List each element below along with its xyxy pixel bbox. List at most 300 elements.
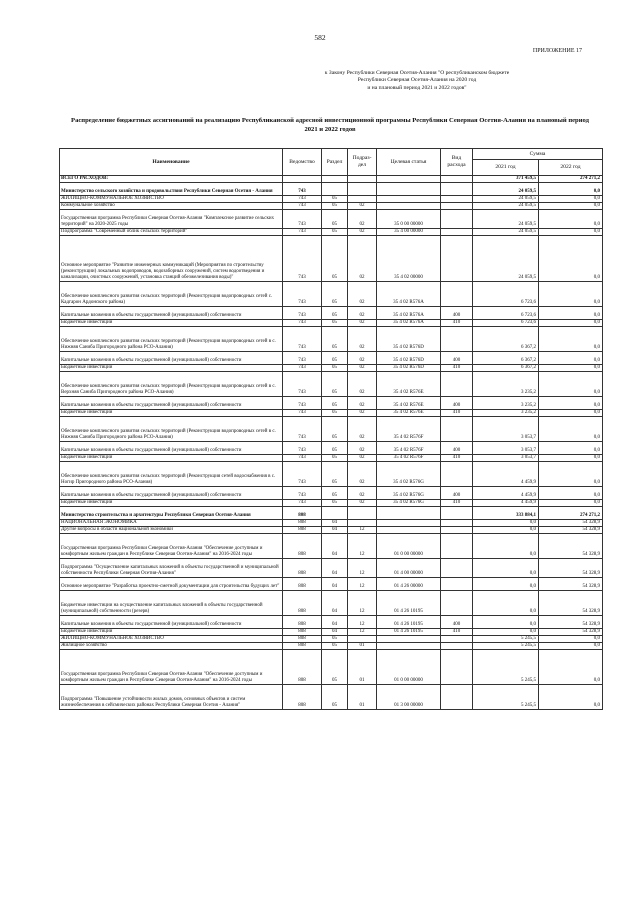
- table-row: [60, 176, 603, 183]
- cell-target: 35 4 02 R576E: [377, 397, 441, 410]
- cell-target: [377, 176, 441, 183]
- cell-type: [441, 685, 473, 710]
- cell-target: 35 4 02 R576F: [377, 455, 441, 462]
- cell-2022: 54 328,9: [539, 534, 603, 559]
- table-row: [60, 372, 603, 397]
- cell-dept: 743: [283, 442, 322, 455]
- cell-name: Бюджетные инвестиции на осуществление капитальных вложений в объекты государственной (муниципальной) собственности (резерв): [60, 591, 283, 616]
- cell-section: [322, 176, 348, 183]
- cell-section: 05: [322, 397, 348, 410]
- cell-2021: 333 884,1: [473, 507, 539, 520]
- cell-subsection: 12: [348, 591, 377, 616]
- cell-name: Бюджетные инвестиции: [60, 365, 283, 372]
- cell-dept: 743: [283, 327, 322, 352]
- cell-section: 05: [322, 417, 348, 442]
- cell-2021: 5 245,5: [473, 650, 539, 685]
- cell-dept: 743: [283, 352, 322, 365]
- cell-dept: 808: [283, 643, 322, 650]
- cell-target: 35 4 02 R576G: [377, 462, 441, 487]
- cell-dept: 743: [283, 183, 322, 196]
- cell-dept: 743: [283, 320, 322, 327]
- cell-target: 35 0 00 00000: [377, 210, 441, 229]
- cell-2022: 0,0: [539, 203, 603, 210]
- cell-2022: 0,0: [539, 282, 603, 307]
- table-row: [60, 636, 603, 643]
- cell-type: [441, 527, 473, 534]
- cell-target: 35 4 02 R576F: [377, 417, 441, 442]
- table-row: [60, 455, 603, 462]
- cell-type: [441, 417, 473, 442]
- cell-name: Обеспечение комплексного развития сельских территорий (Реконструкция водопроводных сетей в с. Нижняя Саниба Пригородного района РСО-Алания): [60, 327, 283, 352]
- cell-2022: 274 271,2: [539, 176, 603, 183]
- table-row: [60, 629, 603, 636]
- cell-name: Бюджетные инвестиции: [60, 320, 283, 327]
- cell-2021: 6 367,2: [473, 365, 539, 372]
- cell-section: 04: [322, 534, 348, 559]
- table-row: [60, 307, 603, 320]
- document-title: Распределение бюджетных ассигнований на реализацию Республиканской адресной инвестиционной программы Республики Северная Осетия-Алания на плановый период 2021 и 2022 годов: [71, 117, 589, 133]
- cell-2022: 0,0: [539, 372, 603, 397]
- cell-2022: 54 328,9: [539, 559, 603, 578]
- cell-2022: 0,0: [539, 307, 603, 320]
- cell-name: Капитальные вложения в объекты государственной (муниципальной) собственности: [60, 397, 283, 410]
- cell-section: 05: [322, 210, 348, 229]
- cell-2021: 0,0: [473, 591, 539, 616]
- table-row: [60, 417, 603, 442]
- cell-2022: 0,0: [539, 417, 603, 442]
- cell-2022: 0,0: [539, 365, 603, 372]
- cell-2021: 0,0: [473, 616, 539, 629]
- cell-section: 05: [322, 487, 348, 500]
- table-row: [60, 507, 603, 520]
- cell-subsection: 02: [348, 500, 377, 507]
- cell-2021: 5 245,5: [473, 636, 539, 643]
- cell-2021: 24 059,5: [473, 210, 539, 229]
- cell-dept: 808: [283, 685, 322, 710]
- cell-name: Бюджетные инвестиции: [60, 629, 283, 636]
- cell-target: [377, 643, 441, 650]
- cell-2021: 24 059,5: [473, 236, 539, 282]
- cell-name: Обеспечение комплексного развития сельских территорий (Реконструкция сетей водоснабжения в с. Ногир Пригородного района РСО-Алания): [60, 462, 283, 487]
- cell-type: 400: [441, 616, 473, 629]
- table-row: [60, 685, 603, 710]
- cell-target: 35 4 02 R576E: [377, 372, 441, 397]
- header-2022: 2022 год: [539, 160, 603, 176]
- cell-target: 35 4 02 R576D: [377, 352, 441, 365]
- cell-name: Подпрограмма "Повышение устойчивости жилых домов, основных объектов и систем жизнеобеспечения в сейсмических районах Республики Северная Осетия - Алания": [60, 685, 283, 710]
- budget-table-container: [59, 148, 602, 710]
- cell-name: Жилищное хозяйство: [60, 643, 283, 650]
- header-name: Наименование: [60, 149, 283, 176]
- cell-type: [441, 559, 473, 578]
- cell-name: Министерство строительства и архитектуры Республики Северная Осетия-Алания: [60, 507, 283, 520]
- cell-target: 01 4 26 10195: [377, 616, 441, 629]
- cell-type: [441, 578, 473, 591]
- cell-dept: 808: [283, 636, 322, 643]
- cell-subsection: 02: [348, 462, 377, 487]
- cell-target: 35 4 00 00000: [377, 229, 441, 236]
- cell-name: Бюджетные инвестиции: [60, 410, 283, 417]
- cell-2021: 0,0: [473, 520, 539, 527]
- cell-section: 04: [322, 591, 348, 616]
- cell-target: 01 4 26 00000: [377, 578, 441, 591]
- cell-section: 05: [322, 365, 348, 372]
- cell-name: Обеспечение комплексного развития сельских территорий (Реконструкция водопроводных сетей в с. Нижняя Саниба Пригородного района РСО-Алания): [60, 417, 283, 442]
- cell-subsection: [348, 636, 377, 643]
- cell-dept: 808: [283, 527, 322, 534]
- cell-section: 05: [322, 196, 348, 203]
- cell-type: 400: [441, 397, 473, 410]
- cell-type: [441, 636, 473, 643]
- cell-target: 35 4 02 R576G: [377, 500, 441, 507]
- cell-subsection: 02: [348, 487, 377, 500]
- cell-target: 35 4 02 R576F: [377, 442, 441, 455]
- cell-2022: 54 328,9: [539, 527, 603, 534]
- cell-subsection: 12: [348, 534, 377, 559]
- cell-2022: 0,0: [539, 643, 603, 650]
- cell-name: Обеспечение комплексного развития сельских территорий (Реконструкция водопроводных сетей с. Кадгарон Ардонского района): [60, 282, 283, 307]
- cell-name: Подпрограмма "Осуществление капитальных вложений в объекты государственной и муниципальной собственности Республики Северная Осетия-Алания": [60, 559, 283, 578]
- cell-dept: 808: [283, 559, 322, 578]
- cell-target: 01 3 00 00000: [377, 685, 441, 710]
- cell-type: [441, 643, 473, 650]
- cell-2021: 3 235,2: [473, 372, 539, 397]
- cell-section: 04: [322, 559, 348, 578]
- cell-2022: 0,0: [539, 210, 603, 229]
- cell-name: Подпрограмма "Современный облик сельских территорий": [60, 229, 283, 236]
- cell-dept: 743: [283, 196, 322, 203]
- cell-subsection: 12: [348, 527, 377, 534]
- cell-2021: 0,0: [473, 629, 539, 636]
- cell-2021: 6 723,6: [473, 307, 539, 320]
- cell-type: 400: [441, 442, 473, 455]
- table-row: [60, 520, 603, 527]
- header-dept: Ведомство: [283, 149, 322, 176]
- cell-2022: 0,0: [539, 196, 603, 203]
- cell-subsection: 02: [348, 352, 377, 365]
- cell-subsection: 02: [348, 397, 377, 410]
- cell-type: [441, 210, 473, 229]
- cell-dept: 743: [283, 229, 322, 236]
- cell-2021: 6 367,2: [473, 352, 539, 365]
- appendix-label: ПРИЛОЖЕНИЕ 17: [532, 48, 582, 54]
- cell-section: 04: [322, 578, 348, 591]
- cell-subsection: 02: [348, 455, 377, 462]
- cell-subsection: 02: [348, 203, 377, 210]
- cell-section: 05: [322, 685, 348, 710]
- cell-subsection: 02: [348, 307, 377, 320]
- cell-2022: 0,0: [539, 320, 603, 327]
- cell-dept: 743: [283, 455, 322, 462]
- cell-dept: 743: [283, 372, 322, 397]
- table-row: [60, 327, 603, 352]
- cell-name: Бюджетные инвестиции: [60, 455, 283, 462]
- header-type: Вид расхода: [441, 149, 473, 176]
- cell-2022: 54 328,9: [539, 616, 603, 629]
- law-reference-line: Республики Северная Осетия-Алания на 2020 год: [357, 77, 477, 84]
- cell-2021: 0,0: [473, 559, 539, 578]
- cell-section: [322, 183, 348, 196]
- cell-name: ЖИЛИЩНО-КОММУНАЛЬНОЕ ХОЗЯЙСТВО: [60, 636, 283, 643]
- cell-dept: 743: [283, 417, 322, 442]
- cell-target: 35 4 02 R576E: [377, 410, 441, 417]
- cell-section: 05: [322, 203, 348, 210]
- cell-2022: 54 328,9: [539, 629, 603, 636]
- cell-subsection: 12: [348, 559, 377, 578]
- table-row: [60, 229, 603, 236]
- cell-2021: 24 059,5: [473, 203, 539, 210]
- table-row: [60, 643, 603, 650]
- cell-dept: [283, 176, 322, 183]
- cell-section: 04: [322, 527, 348, 534]
- table-row: [60, 442, 603, 455]
- cell-section: 05: [322, 455, 348, 462]
- header-section: Раздел: [322, 149, 348, 176]
- cell-2021: 24 059,5: [473, 229, 539, 236]
- cell-2021: 3 053,7: [473, 455, 539, 462]
- table-row: [60, 203, 603, 210]
- cell-type: 410: [441, 365, 473, 372]
- header-subsection: Подраз-дел: [348, 149, 377, 176]
- header-2021: 2021 год: [473, 160, 539, 176]
- table-row: [60, 410, 603, 417]
- cell-type: 400: [441, 352, 473, 365]
- cell-target: [377, 196, 441, 203]
- cell-section: 05: [322, 462, 348, 487]
- cell-2022: 0,0: [539, 352, 603, 365]
- cell-type: [441, 507, 473, 520]
- cell-subsection: [348, 507, 377, 520]
- cell-dept: 743: [283, 307, 322, 320]
- cell-section: 05: [322, 229, 348, 236]
- cell-subsection: 02: [348, 282, 377, 307]
- table-row: [60, 320, 603, 327]
- table-row: [60, 500, 603, 507]
- cell-name: Капитальные вложения в объекты государственной (муниципальной) собственности: [60, 487, 283, 500]
- cell-2022: 0,0: [539, 183, 603, 196]
- cell-target: 35 4 02 R576A: [377, 282, 441, 307]
- header-sum: Сумма: [473, 149, 603, 160]
- cell-2022: 54 328,9: [539, 520, 603, 527]
- cell-type: [441, 282, 473, 307]
- cell-2021: 3 235,2: [473, 410, 539, 417]
- cell-name: Капитальные вложения в объекты государственной (муниципальной) собственности: [60, 307, 283, 320]
- table-row: [60, 236, 603, 282]
- table-row: [60, 397, 603, 410]
- cell-section: 05: [322, 307, 348, 320]
- cell-target: [377, 636, 441, 643]
- cell-dept: 808: [283, 520, 322, 527]
- cell-type: [441, 534, 473, 559]
- cell-target: [377, 183, 441, 196]
- cell-target: [377, 520, 441, 527]
- law-reference: [252, 70, 582, 92]
- cell-name: Государственная программа Республики Северная Осетия-Алания "Обеспечение доступным и комфортным жильем граждан в Республике Северная Осетия-Алания" на 2016-2024 годы: [60, 650, 283, 685]
- cell-name: Министерство сельского хозяйства и продовольствия Республики Северная Осетия - Алания: [60, 183, 283, 196]
- table-row: [60, 534, 603, 559]
- table-row: [60, 559, 603, 578]
- cell-type: 410: [441, 410, 473, 417]
- table-row: [60, 650, 603, 685]
- cell-2022: 0,0: [539, 397, 603, 410]
- cell-type: [441, 591, 473, 616]
- cell-target: [377, 507, 441, 520]
- cell-2022: 0,0: [539, 650, 603, 685]
- cell-subsection: 12: [348, 578, 377, 591]
- cell-name: Бюджетные инвестиции: [60, 500, 283, 507]
- cell-type: [441, 196, 473, 203]
- cell-subsection: 01: [348, 650, 377, 685]
- cell-name: Основное мероприятие "Развитие инженерных коммуникаций (Мероприятия по строительству (реконструкции) локальных водопроводов, водозаборных сооружений, систем водоотведения и канализации, очистных сооружений, установка станций обезжелезивания воды)": [60, 236, 283, 282]
- law-reference-line: и на плановый период 2021 и 2022 годов": [367, 84, 467, 91]
- cell-2021: 0,0: [473, 578, 539, 591]
- table-row: [60, 578, 603, 591]
- cell-2022: 0,0: [539, 455, 603, 462]
- cell-2021: 5 245,5: [473, 685, 539, 710]
- law-reference-line: к Закону Республики Северная Осетия-Алания "О республиканском бюджете: [324, 70, 510, 76]
- cell-2021: 4 459,9: [473, 500, 539, 507]
- cell-dept: 743: [283, 365, 322, 372]
- cell-subsection: [348, 196, 377, 203]
- cell-dept: 743: [283, 410, 322, 417]
- cell-section: [322, 507, 348, 520]
- cell-dept: 808: [283, 591, 322, 616]
- cell-section: 05: [322, 650, 348, 685]
- cell-2021: 4 459,9: [473, 487, 539, 500]
- cell-target: 01 4 26 10195: [377, 629, 441, 636]
- cell-target: [377, 527, 441, 534]
- cell-target: 35 4 02 R576D: [377, 327, 441, 352]
- cell-subsection: 02: [348, 236, 377, 282]
- cell-2022: 0,0: [539, 500, 603, 507]
- cell-section: 05: [322, 327, 348, 352]
- cell-section: 05: [322, 643, 348, 650]
- cell-target: 01 0 00 00000: [377, 534, 441, 559]
- cell-2021: 3 053,7: [473, 417, 539, 442]
- cell-2021: 6 723,6: [473, 320, 539, 327]
- cell-2021: 3 053,7: [473, 442, 539, 455]
- cell-2022: 0,0: [539, 236, 603, 282]
- cell-2021: 24 059,5: [473, 183, 539, 196]
- cell-target: 35 4 02 R576A: [377, 307, 441, 320]
- cell-dept: 743: [283, 210, 322, 229]
- cell-type: [441, 650, 473, 685]
- cell-name: Коммунальное хозяйство: [60, 203, 283, 210]
- table-row: [60, 210, 603, 229]
- cell-name: Государственная программа Республики Северная Осетия-Алания "Обеспечение доступным и комфортным жильем граждан в Республике Северная Осетия-Алания" на 2016-2024 годы: [60, 534, 283, 559]
- cell-name: Капитальные вложения в объекты государственной (муниципальной) собственности: [60, 442, 283, 455]
- cell-2021: 3 235,2: [473, 397, 539, 410]
- cell-name: НАЦИОНАЛЬНАЯ ЭКОНОМИКА: [60, 520, 283, 527]
- cell-section: 05: [322, 352, 348, 365]
- cell-2021: 0,0: [473, 534, 539, 559]
- cell-name: Капитальные вложения в объекты государственной (муниципальной) собственности: [60, 616, 283, 629]
- cell-2021: 6 723,6: [473, 282, 539, 307]
- cell-dept: 743: [283, 500, 322, 507]
- cell-name: ЖИЛИЩНО-КОММУНАЛЬНОЕ ХОЗЯЙСТВО: [60, 196, 283, 203]
- cell-target: 35 4 02 R576A: [377, 320, 441, 327]
- table-row: [60, 352, 603, 365]
- table-row: [60, 487, 603, 500]
- cell-section: 05: [322, 372, 348, 397]
- table-row: [60, 462, 603, 487]
- cell-section: 05: [322, 282, 348, 307]
- cell-section: 04: [322, 629, 348, 636]
- cell-section: 05: [322, 320, 348, 327]
- cell-type: [441, 236, 473, 282]
- cell-subsection: 12: [348, 629, 377, 636]
- cell-dept: 808: [283, 650, 322, 685]
- cell-section: 05: [322, 500, 348, 507]
- cell-subsection: 01: [348, 685, 377, 710]
- cell-2022: 0,0: [539, 462, 603, 487]
- cell-subsection: 02: [348, 327, 377, 352]
- cell-name: Государственная программа Республики Северная Осетия-Алания "Комплексное развитие сельских территорий" на 2020-2025 годы: [60, 210, 283, 229]
- cell-target: 01 4 00 00000: [377, 559, 441, 578]
- cell-type: [441, 183, 473, 196]
- table-row: [60, 616, 603, 629]
- cell-2022: 0,0: [539, 636, 603, 643]
- cell-type: [441, 229, 473, 236]
- cell-type: 410: [441, 320, 473, 327]
- cell-type: 410: [441, 629, 473, 636]
- cell-subsection: 02: [348, 229, 377, 236]
- cell-name: Основное мероприятие "Разработка проектно-сметной документации для строительства будущих лет": [60, 578, 283, 591]
- cell-subsection: 02: [348, 410, 377, 417]
- cell-dept: 743: [283, 462, 322, 487]
- cell-2022: 274 271,2: [539, 507, 603, 520]
- cell-name: Капитальные вложения в объекты государственной (муниципальной) собственности: [60, 352, 283, 365]
- cell-2021: 6 367,2: [473, 327, 539, 352]
- cell-dept: 743: [283, 397, 322, 410]
- cell-dept: 743: [283, 203, 322, 210]
- table-body: [60, 176, 603, 710]
- cell-type: [441, 462, 473, 487]
- cell-2022: 0,0: [539, 410, 603, 417]
- cell-subsection: 02: [348, 320, 377, 327]
- cell-2022: 54 328,9: [539, 578, 603, 591]
- header-target: Целевая статья: [377, 149, 441, 176]
- cell-subsection: 02: [348, 442, 377, 455]
- cell-subsection: [348, 183, 377, 196]
- cell-section: 05: [322, 236, 348, 282]
- table-row: [60, 183, 603, 196]
- cell-subsection: 01: [348, 643, 377, 650]
- cell-type: [441, 372, 473, 397]
- cell-target: 35 4 02 00000: [377, 236, 441, 282]
- cell-type: [441, 327, 473, 352]
- cell-type: 410: [441, 500, 473, 507]
- cell-subsection: 02: [348, 417, 377, 442]
- cell-2022: 0,0: [539, 442, 603, 455]
- cell-target: 01 0 00 00000: [377, 650, 441, 685]
- cell-subsection: 02: [348, 210, 377, 229]
- cell-dept: 808: [283, 629, 322, 636]
- cell-subsection: 12: [348, 616, 377, 629]
- cell-section: 04: [322, 520, 348, 527]
- cell-type: [441, 520, 473, 527]
- cell-2022: 0,0: [539, 229, 603, 236]
- cell-target: 35 4 02 R576D: [377, 365, 441, 372]
- cell-2021: 0,0: [473, 527, 539, 534]
- cell-2021: 4 459,9: [473, 462, 539, 487]
- cell-dept: 808: [283, 616, 322, 629]
- cell-2022: 54 328,9: [539, 591, 603, 616]
- cell-name: ВСЕГО РАСХОДОВ:: [60, 176, 283, 183]
- cell-section: 05: [322, 442, 348, 455]
- table-row: [60, 196, 603, 203]
- cell-dept: 743: [283, 282, 322, 307]
